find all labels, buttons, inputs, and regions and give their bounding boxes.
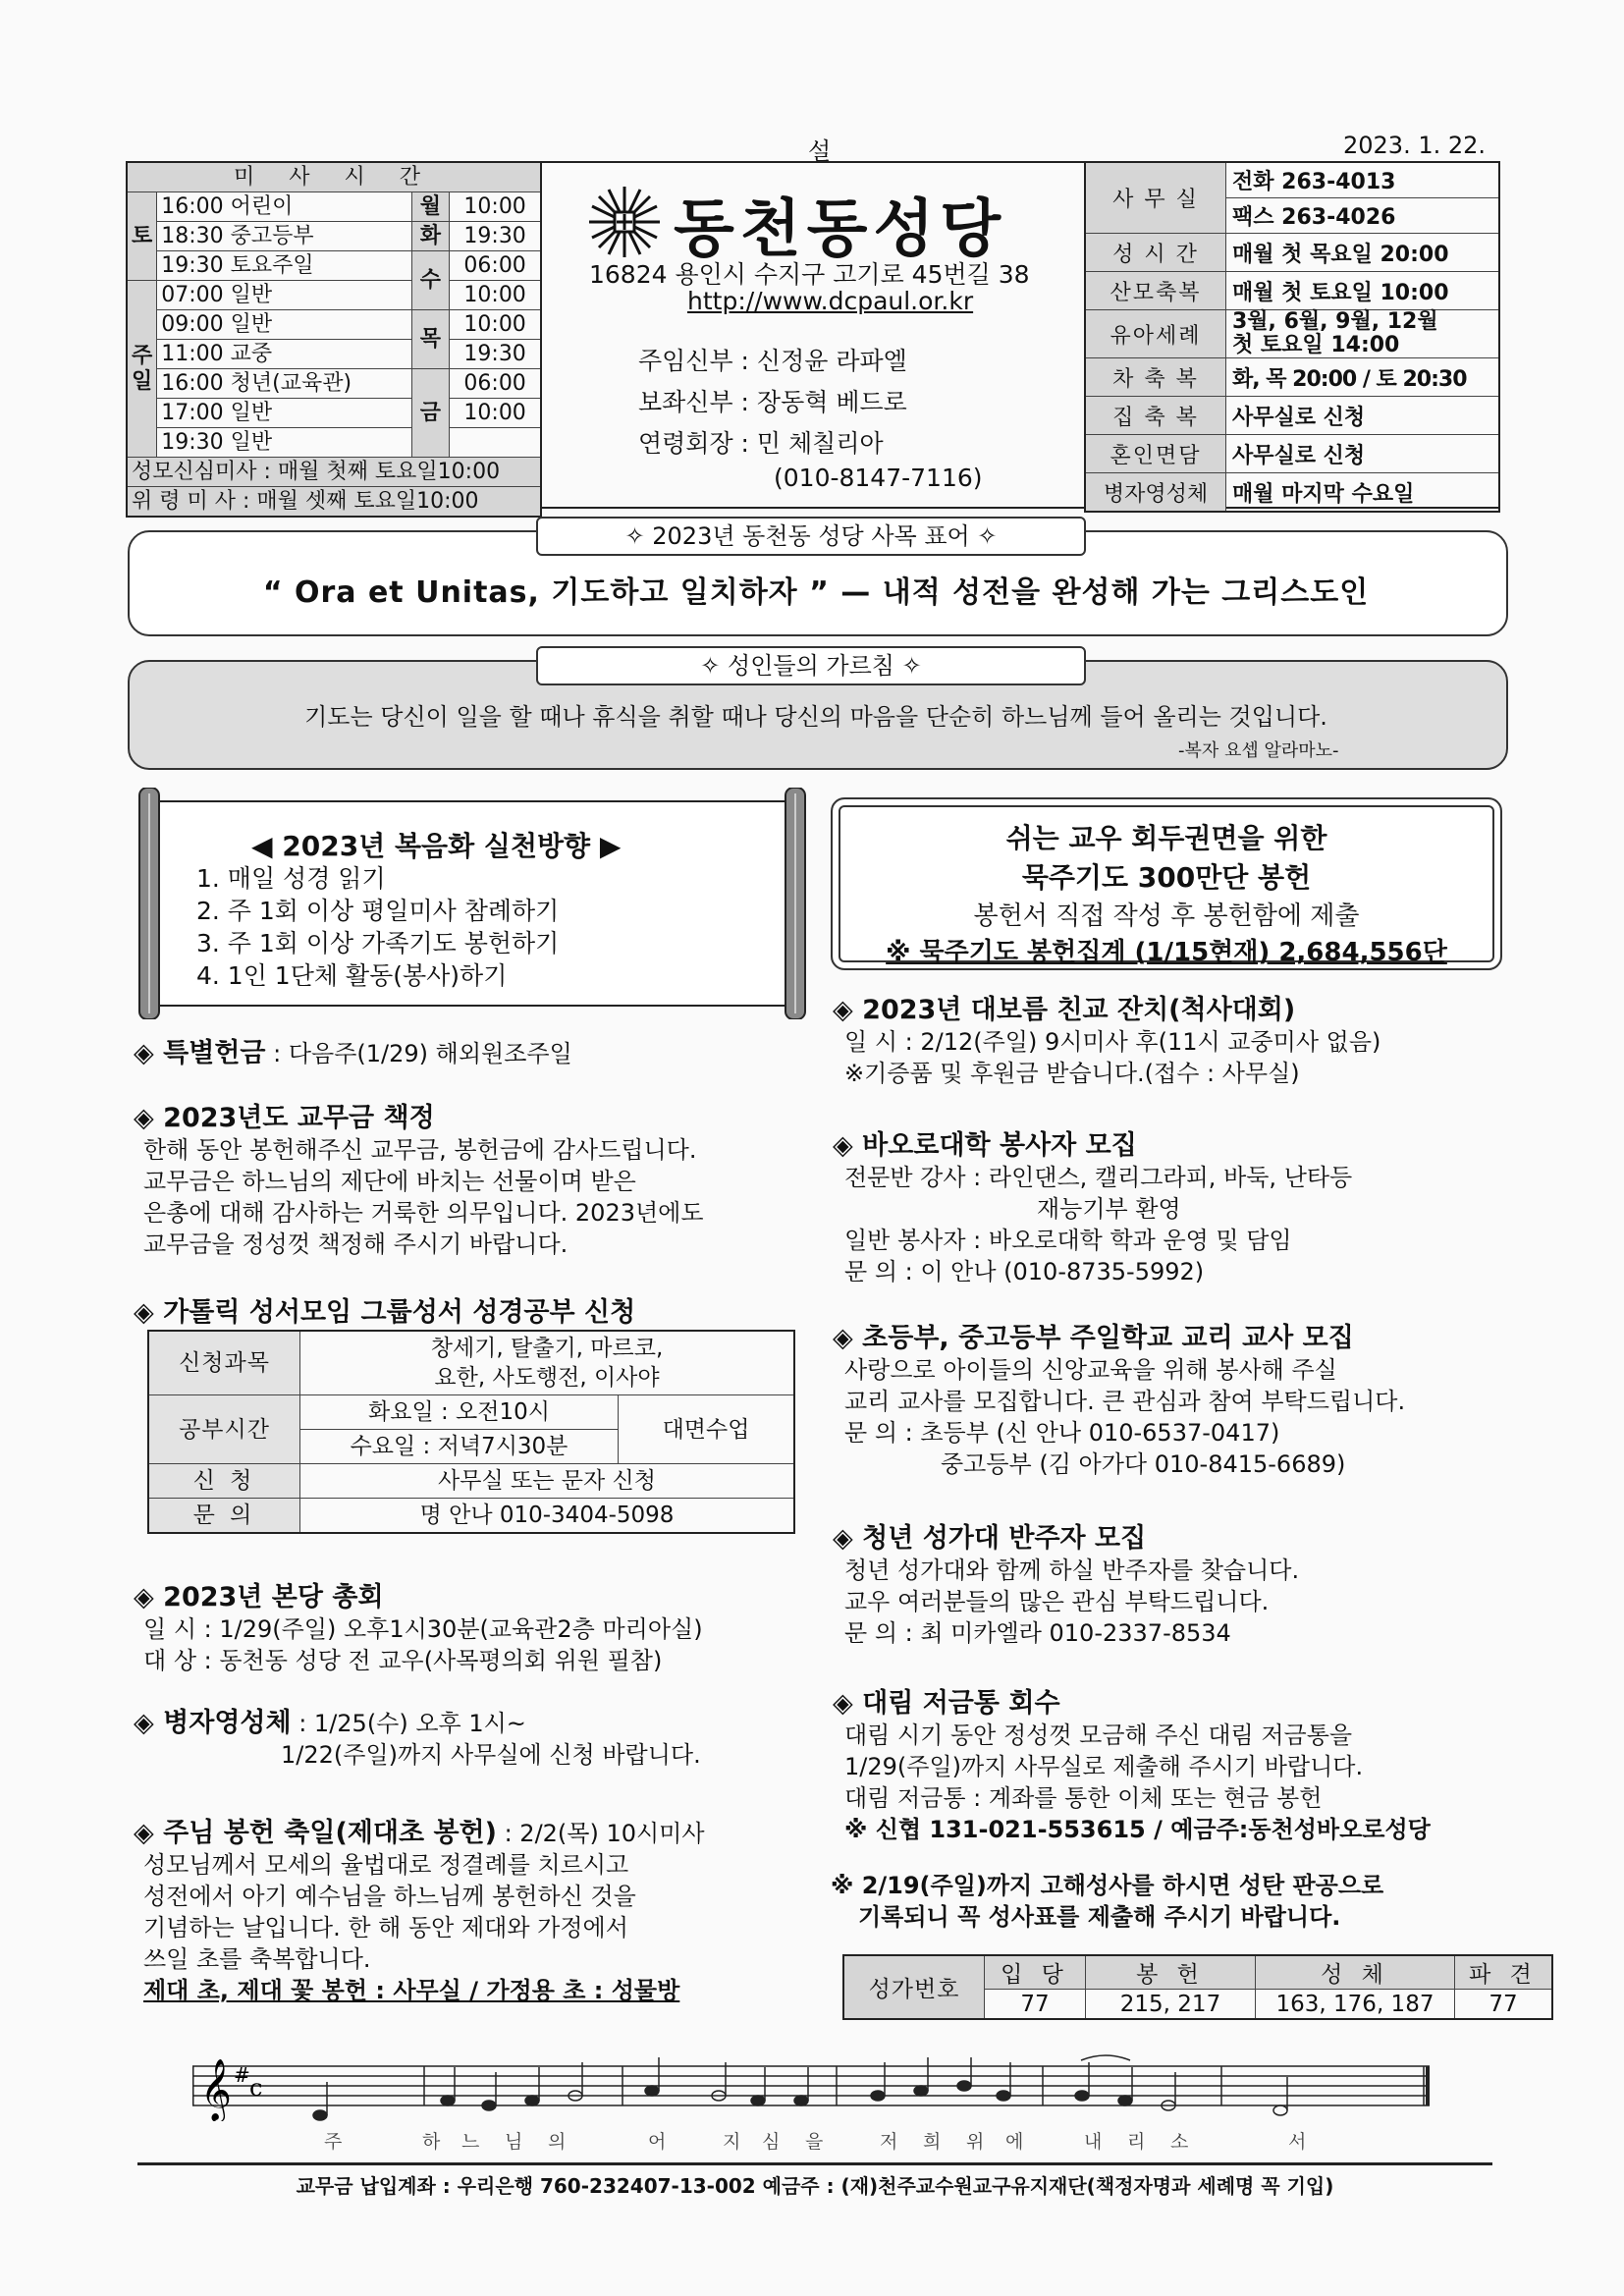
confession-notice [831, 1870, 1383, 1933]
dues-line-1: 한해 동안 봉헌해주신 교무금, 봉헌금에 감사드립니다. [143, 1136, 697, 1164]
svg-text:𝄞: 𝄞 [200, 2058, 232, 2120]
info-label-home-blessing: 집 축 복 [1085, 397, 1226, 435]
info-label-mother-blessing: 산모축복 [1085, 272, 1226, 310]
season-label: 설 [808, 137, 832, 165]
funeral-leader-phone: (010-8147-7116) [774, 464, 983, 492]
assembly-title: ◈ 2023년 본당 총회 [134, 1582, 384, 1613]
tue-time-1: 19:30 [450, 222, 541, 251]
gospel-item-1: 1. 매일 성경 읽기 [196, 864, 386, 893]
teachers-title: ◈ 초등부, 중고등부 주일학교 교리 교사 모집 [833, 1323, 1354, 1353]
bible-course-label: 신청과목 [148, 1331, 300, 1395]
rosary-box [831, 797, 1502, 970]
issue-date: 2023. 1. 22. [1343, 132, 1487, 159]
hymn-head-dismissal: 파 견 [1455, 1955, 1553, 1990]
special-offering-text: : 다음주(1/29) 해외원조주일 [265, 1040, 572, 1067]
weekday-thu: 목 [411, 310, 450, 369]
marian-mass-note: 성모신심미사 : 매월 첫째 토요일10:00 [127, 458, 541, 487]
choir-line-1: 청년 성가대와 함께 하실 반주자를 찾습니다. [844, 1557, 1300, 1584]
info-label-marriage: 혼인면담 [1085, 435, 1226, 473]
lyric-9: 을 [805, 2131, 824, 2153]
lyric-7: 지 [723, 2131, 741, 2153]
info-label-car-blessing: 차 축 복 [1085, 358, 1226, 397]
mother-blessing-value: 매월 첫 토요일 10:00 [1226, 272, 1500, 310]
teachers-line-3: 문 의 : 초등부 (신 안나 010-6537-0417) [844, 1419, 1280, 1447]
bible-course-1: 창세기, 탈출기, 마르코, [430, 1336, 664, 1361]
lyric-16: 소 [1170, 2131, 1189, 2153]
wed-time-2: 10:00 [450, 281, 541, 310]
paul-univ-line-4: 문 의 : 이 안나 (010-8735-5992) [844, 1258, 1205, 1285]
hymn-entrance: 77 [985, 1990, 1086, 2020]
gospel-item-2: 2. 주 1회 이상 평일미사 참례하기 [196, 897, 560, 925]
gospel-item-3: 3. 주 1회 이상 가족기도 봉헌하기 [196, 929, 560, 957]
fri-time-2: 10:00 [450, 399, 541, 428]
assembly-line-1: 일 시 : 1/29(주일) 오후1시30분(교육관2층 마리아실) [143, 1615, 703, 1643]
rosary-line-1: 쉬는 교우 회두권면을 위한 [1005, 822, 1327, 854]
sun-mass-4: 16:00 청년(교육관) [157, 369, 411, 399]
harvest-title: ◈ 2023년 대보름 친교 잔치(척사대회) [833, 995, 1296, 1025]
footer-account: 교무금 납입계좌 : 우리은행 760-232407-13-002 예금주 : (재)천주교수원교구유지재단(책정자명과 세례명 꼭 기입) [296, 2174, 1334, 2198]
holy-hour-value: 매월 첫 목요일 20:00 [1226, 234, 1500, 272]
sun-mass-3: 11:00 교중 [157, 340, 411, 369]
hymn-label: 성가번호 [843, 1955, 985, 2019]
bible-time-label: 공부시간 [148, 1395, 300, 1464]
bible-study-table [147, 1330, 795, 1534]
advent-line-2: 1/29(주일)까지 사무실로 제출해 주시기 바랍니다. [844, 1753, 1364, 1780]
harvest-section [833, 988, 1380, 1089]
bible-contact-label: 문 의 [148, 1499, 300, 1534]
bible-study-title: ◈ 가톨릭 성서모임 그룹성서 성경공부 신청 [134, 1297, 636, 1328]
bible-mode: 대면수업 [619, 1395, 795, 1464]
choir-title: ◈ 청년 성가대 반주자 모집 [833, 1523, 1147, 1554]
gospel-title: ◀ 2023년 복음화 실천방향 ▶ [251, 830, 622, 862]
sat-mass-1: 16:00 어린이 [157, 192, 411, 222]
sun-mass-2: 09:00 일반 [157, 310, 411, 340]
sick-communion-section [134, 1701, 701, 1771]
saints-tag: ✧ 성인들의 가르침 ✧ [536, 646, 1086, 685]
info-label-infant-baptism: 유아세례 [1085, 310, 1226, 358]
motto-text: “ Ora et Unitas, 기도하고 일치하자 ” — 내적 성전을 완성해 가는 그리스도인 [262, 575, 1370, 610]
church-name: 동천동성당 [674, 192, 1007, 266]
hymn-table [842, 1954, 1553, 2020]
lyric-14: 내 [1084, 2131, 1103, 2153]
sat-mass-3: 19:30 토요주일 [157, 251, 411, 281]
info-label-sick-communion: 병자영성체 [1085, 473, 1226, 513]
paul-univ-line-3: 일반 봉사자 : 바오로대학 학과 운영 및 담임 [844, 1227, 1292, 1254]
church-url[interactable]: http://www.dcpaul.or.kr [687, 287, 974, 315]
weekday-fri: 금 [411, 369, 450, 458]
confession-line-1: ※ 2/19(주일)까지 고해성사를 하시면 성탄 판공으로 [831, 1872, 1384, 1899]
sun-mass-1: 07:00 일반 [157, 281, 411, 310]
dues-line-3: 은총에 대해 감사하는 거룩한 의무입니다. 2023년에도 [143, 1199, 704, 1227]
hymn-offertory: 215, 217 [1086, 1990, 1256, 2020]
info-label-holy-hour: 성 시 간 [1085, 234, 1226, 272]
car-blessing-value: 화, 목 20:00 / 토 20:30 [1226, 358, 1500, 397]
baptism-time: 첫 토요일 14:00 [1226, 334, 1500, 358]
lyric-11: 희 [923, 2131, 942, 2153]
mass-schedule-title: 미 사 시 간 [127, 162, 541, 192]
church-logo-icon [585, 183, 664, 265]
thu-time-2: 19:30 [450, 340, 541, 369]
bible-time-wed: 수요일 : 저녁7시30분 [300, 1430, 619, 1464]
assistant-pastor: 보좌신부 : 장동혁 베드로 [638, 388, 907, 416]
sick-communion-line-2: 1/22(주일)까지 사무실에 신청 바랍니다. [281, 1741, 701, 1769]
candlemas-line-4: 쓰일 초를 축복합니다. [143, 1945, 371, 1973]
candlemas-line-2: 성전에서 아기 예수님을 하느님께 봉헌하신 것을 [143, 1883, 636, 1910]
candlemas-line-1: 성모님께서 모세의 율법대로 정결례를 치르시고 [143, 1851, 629, 1879]
sat-mass-2: 18:30 중고등부 [157, 222, 411, 251]
choir-line-2: 교우 여러분들의 많은 관심 부탁드립니다. [844, 1588, 1270, 1615]
teachers-line-1: 사랑으로 아이들의 신앙교육을 위해 봉사해 주실 [844, 1356, 1337, 1384]
footer-divider [137, 2162, 1492, 2165]
candlemas-bold-line: 제대 초, 제대 꽃 봉헌 : 사무실 / 가정용 초 : 성물방 [143, 1977, 680, 2004]
hymn-head-communion: 성 체 [1256, 1955, 1455, 1990]
advent-line-3: 대림 저금통 : 계좌를 통한 이체 또는 현금 봉헌 [844, 1784, 1323, 1812]
lyric-1: 주 [324, 2131, 343, 2153]
rosary-line-4: ※ 묵주기도 봉헌집계 (1/15현재) 2,684,556단 [886, 938, 1447, 967]
sick-communion-title: ◈ 병자영성체 [134, 1708, 292, 1738]
teachers-line-2: 교리 교사를 모집합니다. 큰 관심과 참여 부탁드립니다. [844, 1388, 1406, 1415]
special-offering [134, 1031, 572, 1069]
hymn-communion: 163, 176, 187 [1256, 1990, 1455, 2020]
special-offering-title: ◈ 특별헌금 [134, 1038, 266, 1068]
thu-time-1: 10:00 [450, 310, 541, 340]
fri-time-empty [450, 428, 541, 458]
candlemas-line-3: 기념하는 날입니다. 한 해 동안 제대와 가정에서 [143, 1914, 628, 1941]
sun-mass-5: 17:00 일반 [157, 399, 411, 428]
sick-communion-text: : 1/25(수) 오후 1시~ [291, 1710, 526, 1737]
weekday-tue: 화 [411, 222, 450, 251]
office-phone: 전화 263-4013 [1226, 162, 1500, 198]
harvest-line-1: 일 시 : 2/12(주일) 9시미사 후(11시 교중미사 없음) [844, 1028, 1381, 1056]
bible-apply-label: 신 청 [148, 1464, 300, 1499]
baptism-months: 3월, 6월, 9월, 12월 [1226, 310, 1500, 335]
saints-author: -복자 요셉 알라마노- [1178, 740, 1339, 761]
lyric-3: 느 [461, 2131, 480, 2153]
lyric-12: 위 [966, 2131, 985, 2153]
bible-apply: 사무실 또는 문자 신청 [300, 1464, 795, 1499]
lyric-5: 의 [548, 2131, 567, 2153]
paul-univ-section [833, 1123, 1352, 1287]
candlemas-section [134, 1811, 821, 2006]
paul-univ-title: ◈ 바오로대학 봉사자 모집 [833, 1130, 1137, 1161]
mon-time-1: 10:00 [450, 192, 541, 222]
bible-contact: 명 안나 010-3404-5098 [300, 1499, 795, 1534]
funeral-leader: 연령회장 : 민 체칠리아 [638, 429, 884, 458]
confession-line-2: 기록되니 꼭 성사표를 제출해 주시기 바랍니다. [858, 1903, 1341, 1931]
parish-info-table [1084, 161, 1500, 513]
svg-text:#: # [234, 2063, 250, 2087]
svg-text:c: c [249, 2074, 263, 2102]
dues-section [134, 1096, 704, 1260]
teachers-section [833, 1316, 1405, 1480]
harvest-line-2: ※기증품 및 후원금 받습니다.(접수 : 사무실) [844, 1060, 1300, 1087]
hymn-head-entrance: 입 당 [985, 1955, 1086, 1990]
advent-line-1: 대림 시기 동안 정성껏 모금해 주신 대림 저금통을 [844, 1722, 1353, 1749]
church-address: 16824 용인시 수지구 고기로 45번길 38 [589, 260, 1030, 289]
gospel-item-4: 4. 1인 1단체 활동(봉사)하기 [196, 961, 508, 990]
info-label-office: 사 무 실 [1085, 162, 1226, 234]
bible-time-tue: 화요일 : 오전10시 [300, 1395, 619, 1430]
weekday-wed: 수 [411, 251, 450, 310]
music-staff [192, 2052, 1430, 2121]
advent-account: ※ 신협 131-021-553615 / 예금주:동천성바오로성당 [844, 1816, 1431, 1843]
assembly-line-2: 대 상 : 동천동 성당 전 교우(사목평의회 위원 필참) [143, 1647, 663, 1674]
bible-course-2: 요한, 사도행전, 이사야 [434, 1365, 660, 1391]
gospel-list [196, 862, 559, 992]
rosary-line-3: 봉헌서 직접 작성 후 봉헌함에 제출 [973, 902, 1360, 931]
memorial-mass-note: 위 령 미 사 : 매월 셋째 토요일10:00 [127, 487, 541, 518]
motto-tag: ✧ 2023년 동천동 성당 사목 표어 ✧ [536, 517, 1086, 556]
teachers-line-4: 중고등부 (김 아가다 010-8415-6689) [941, 1450, 1346, 1478]
hymn-head-offertory: 봉 헌 [1086, 1955, 1256, 1990]
candlemas-title: ◈ 주님 봉헌 축일(제대초 봉헌) [134, 1818, 497, 1848]
saturday-label: 토 [127, 192, 157, 281]
lyric-6: 어 [648, 2131, 667, 2153]
fri-time-1: 06:00 [450, 369, 541, 399]
wed-time-1: 06:00 [450, 251, 541, 281]
weekday-mon: 월 [411, 192, 450, 222]
mass-schedule-table [126, 161, 542, 518]
dues-line-2: 교무금은 하느님의 제단에 바치는 선물이며 받은 [143, 1168, 636, 1195]
dues-line-4: 교무금을 정성껏 책정해 주시기 바랍니다. [143, 1230, 568, 1258]
lyric-2: 하 [422, 2131, 441, 2153]
paul-univ-line-1: 전문반 강사 : 라인댄스, 캘리그라피, 바둑, 난타등 [844, 1164, 1353, 1191]
lyric-17: 서 [1288, 2131, 1307, 2153]
saints-text: 기도는 당신이 일을 할 때나 휴식을 취할 때나 당신의 마음을 단순히 하느님께 들어 올리는 것입니다. [304, 703, 1327, 731]
paul-univ-line-2: 재능기부 환영 [1037, 1195, 1181, 1223]
sun-mass-6: 19:30 일반 [157, 428, 411, 458]
hymn-dismissal: 77 [1455, 1990, 1553, 2020]
sick-communion-value: 매월 마지막 수요일 [1226, 473, 1500, 513]
pastor: 주임신부 : 신정윤 라파엘 [638, 347, 907, 375]
lyric-13: 에 [1005, 2131, 1024, 2153]
lyric-15: 리 [1127, 2131, 1146, 2153]
candlemas-text: : 2/2(목) 10시미사 [496, 1820, 705, 1847]
lyric-8: 심 [762, 2131, 781, 2153]
lyric-10: 저 [880, 2131, 898, 2153]
home-blessing-value: 사무실로 신청 [1226, 397, 1500, 435]
choir-section [833, 1516, 1299, 1649]
marriage-value: 사무실로 신청 [1226, 435, 1500, 473]
lyric-4: 님 [505, 2131, 523, 2153]
advent-title: ◈ 대림 저금통 회수 [833, 1688, 1060, 1719]
advent-section [833, 1681, 1431, 1845]
assembly-section [134, 1575, 703, 1676]
dues-title: ◈ 2023년도 교무금 책정 [134, 1103, 435, 1133]
office-fax: 팩스 263-4026 [1226, 198, 1500, 234]
sunday-label: 주일 [127, 281, 157, 458]
choir-line-3: 문 의 : 최 미카엘라 010-2337-8534 [844, 1619, 1231, 1647]
rosary-line-2: 묵주기도 300만단 봉헌 [1021, 861, 1312, 894]
